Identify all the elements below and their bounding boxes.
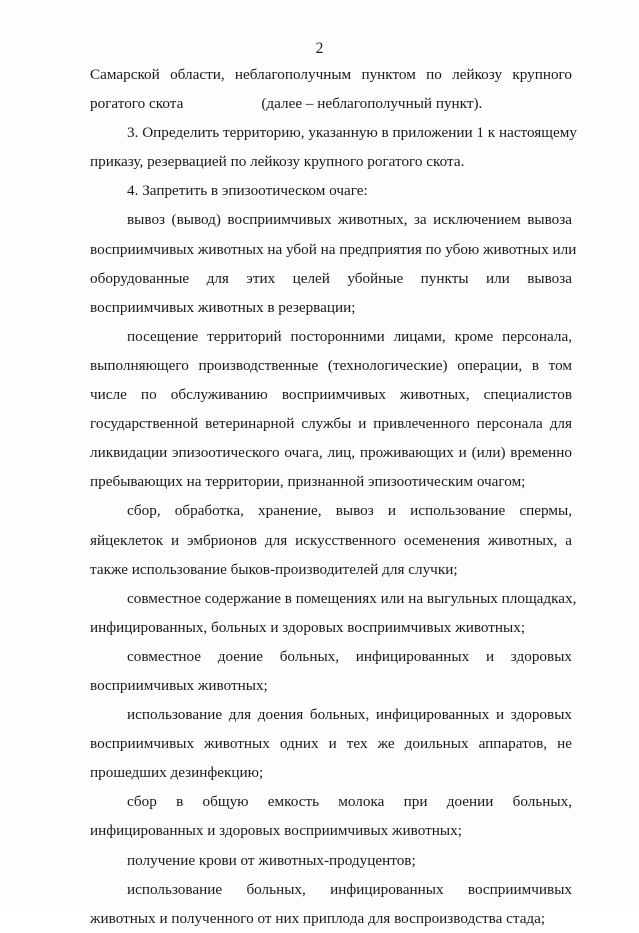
text-line: числе по обслуживанию восприимчивых животных, специалистов (90, 386, 572, 404)
text-line: вывоз (вывод) восприимчивых животных, за исключением вывоза (127, 211, 572, 229)
text-line: сбор, обработка, хранение, вывоз и использование спермы, (127, 502, 572, 520)
text-line: совместное доение больных, инфицированных и здоровых (127, 647, 572, 665)
text-line: 3. Определить территорию, указанную в приложении 1 к настоящему (127, 124, 577, 142)
text-line: восприимчивых животных в резервации; (90, 298, 356, 316)
text-line: инфицированных и здоровых восприимчивых животных; (90, 822, 462, 840)
text-line: ликвидации эпизоотического очага, лиц, проживающих и (или) временно (90, 444, 572, 462)
text-line: оборудованные для этих целей убойные пункты или вывоза (90, 269, 572, 287)
text-line: яйцеклеток и эмбрионов для искусственного осеменения животных, а (90, 531, 572, 549)
text-line: восприимчивых животных на убой на предприятия по убою животных или (90, 240, 577, 258)
page-number: 2 (315, 40, 324, 57)
text-line: использование больных, инфицированных восприимчивых (127, 880, 572, 898)
text-line: пребывающих на территории, признанной эпизоотическим очагом; (90, 473, 526, 491)
text-line: животных и полученного от них приплода для воспроизводства стада; (90, 909, 546, 927)
text-line: посещение территорий посторонними лицами, кроме персонала, (127, 327, 572, 345)
text-line: также использование быков-производителей для случки; (90, 560, 458, 578)
text-line: инфицированных, больных и здоровых восприимчивых животных; (90, 618, 526, 636)
text-line (90, 89, 572, 118)
document-body (90, 60, 577, 933)
text-line: Самарской области, неблагополучным пунктом по лейкозу крупного (90, 66, 572, 83)
text-line: государственной ветеринарной службы и привлеченного персонала для (90, 415, 572, 433)
text-line: восприимчивых животных; (90, 676, 268, 694)
text-fragment: рогатого скота (90, 95, 184, 113)
text-line: совместное содержание в помещениях или на выгульных площадках, (127, 589, 577, 607)
text-line: 4. Запретить в эпизоотическом очаге: (127, 182, 368, 200)
text-fragment: (далее – неблагополучный пункт). (261, 95, 483, 113)
text-line: приказу, резервацией по лейкозу крупного рогатого скота. (90, 153, 465, 171)
text-line: выполняющего производственные (технологические) операции, в том (90, 356, 572, 374)
text-line: получение крови от животных-продуцентов; (127, 851, 416, 869)
text-line: восприимчивых животных одних и тех же доильных аппаратов, не (90, 735, 572, 753)
text-line: прошедших дезинфекцию; (90, 764, 264, 782)
text-line: сбор в общую емкость молока при доении больных, (127, 793, 572, 811)
text-line: использование для доения больных, инфицированных и здоровых (127, 706, 572, 724)
